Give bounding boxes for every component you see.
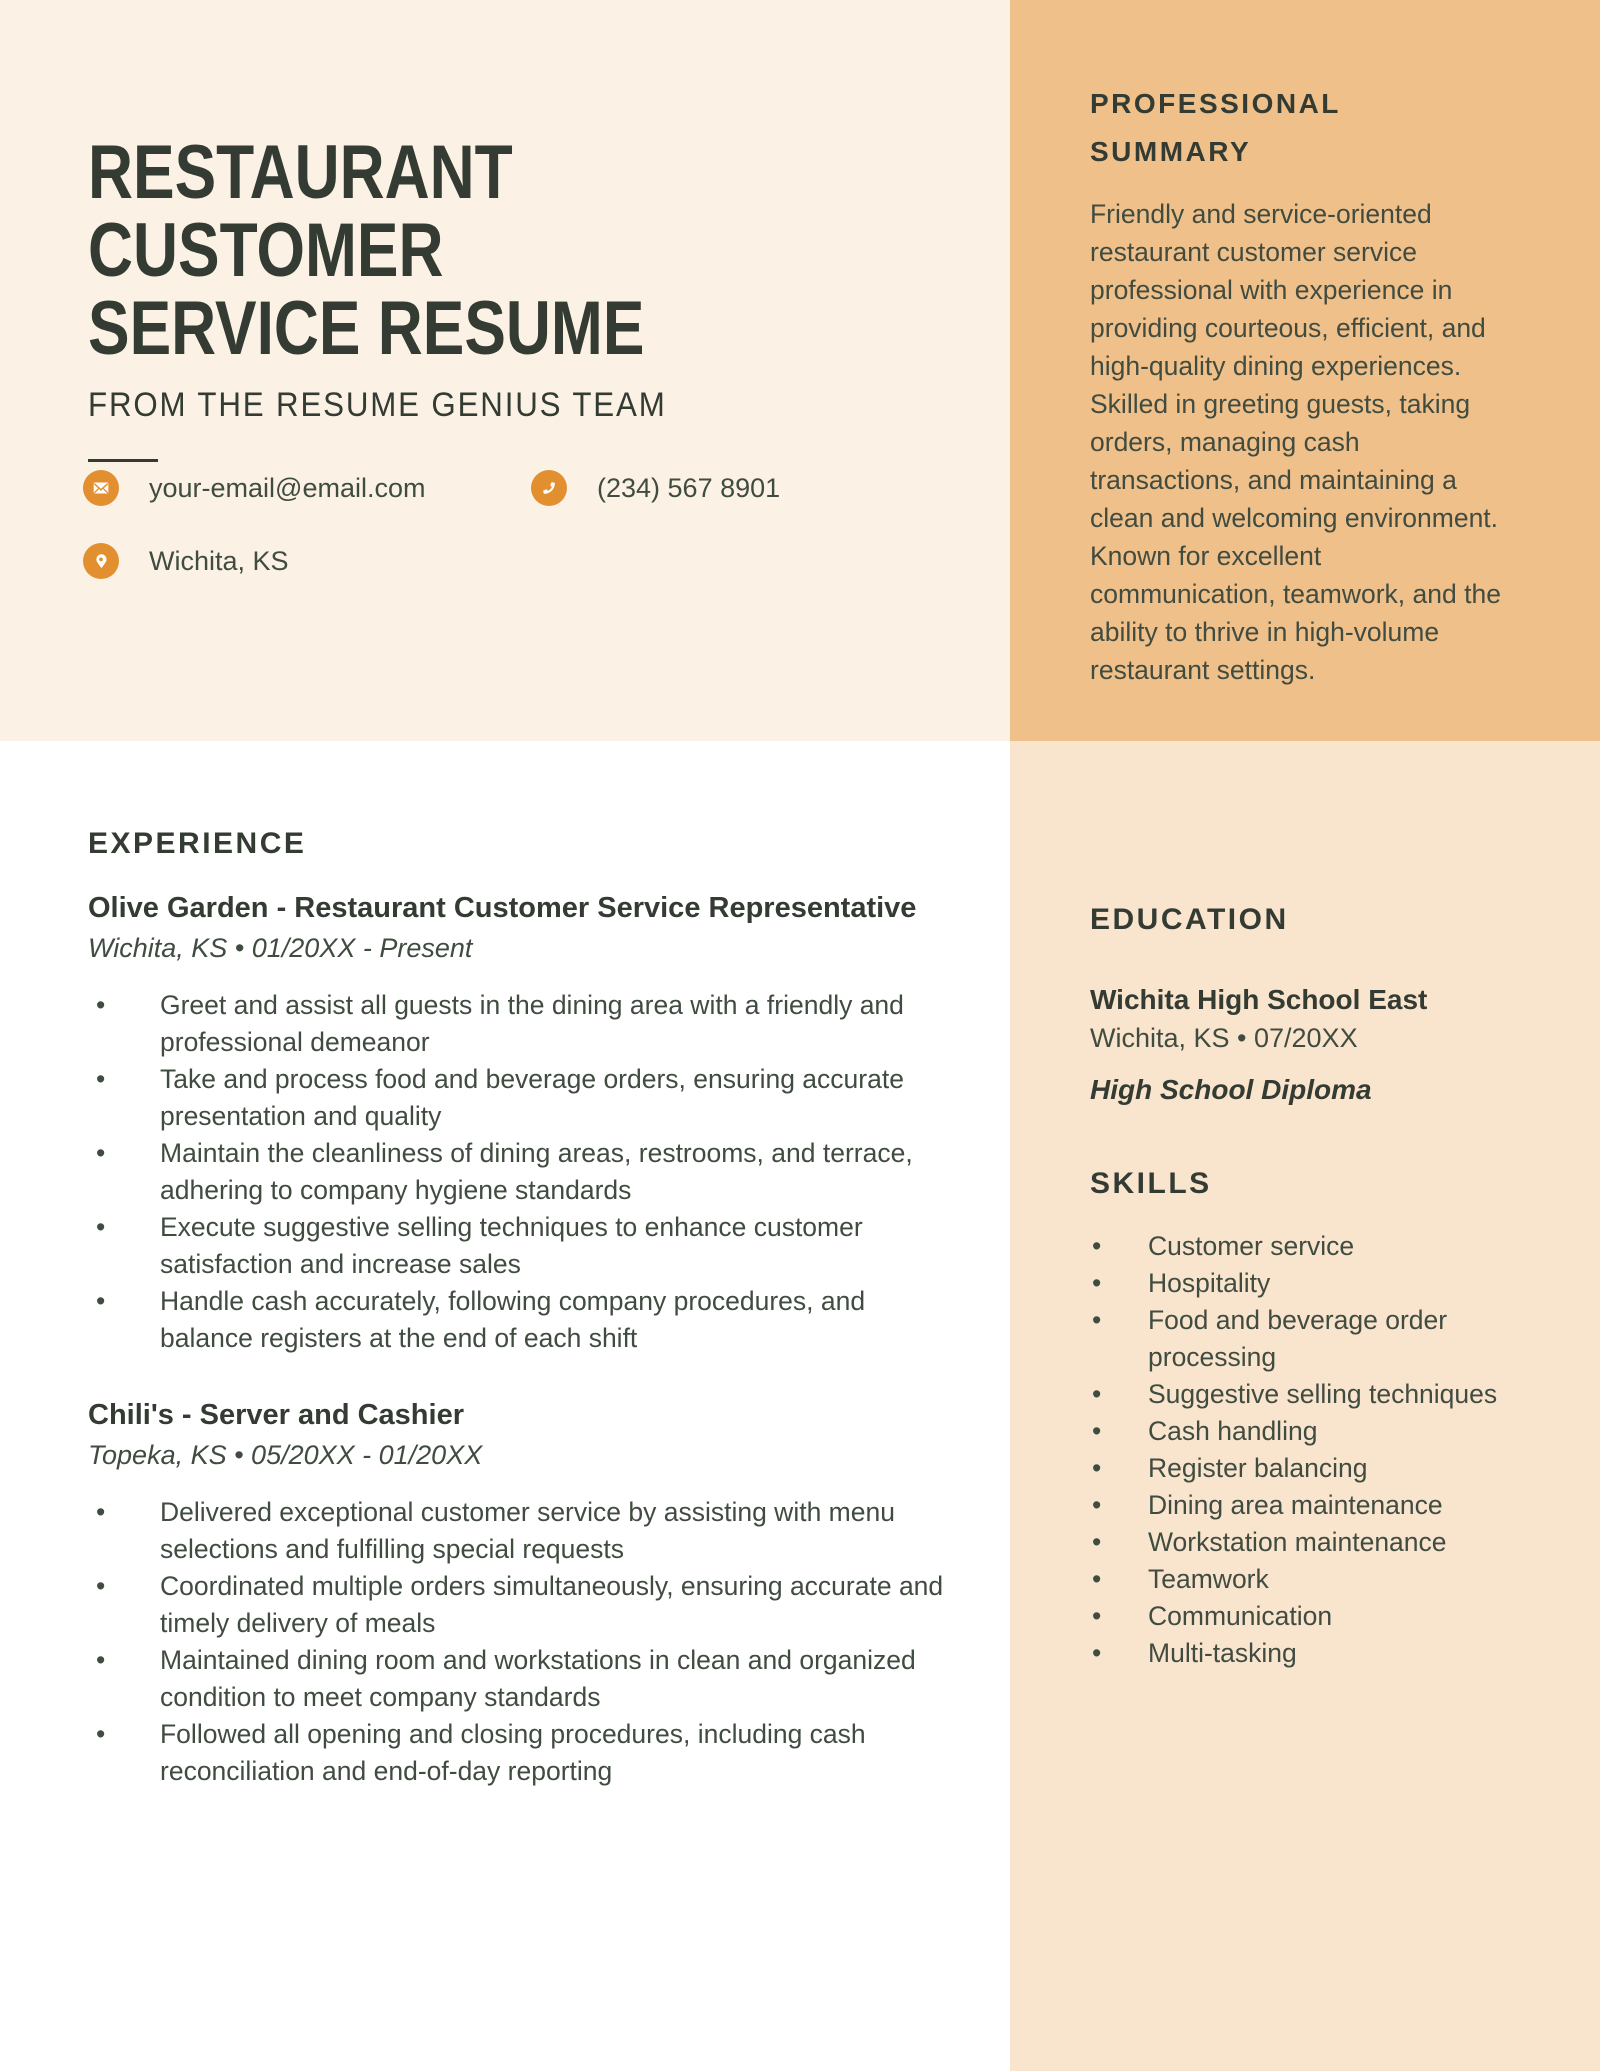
professional-summary-section: [1090, 80, 1504, 689]
job-bullet-list: [88, 987, 960, 1357]
job-meta: Wichita, KS • 01/20XX - Present: [88, 933, 473, 963]
skill-item: • Hospitality: [1090, 1265, 1530, 1302]
skill-item: • Food and beverage order processing: [1090, 1302, 1530, 1376]
skill-item: • Communication: [1090, 1598, 1530, 1635]
skills-list: [1090, 1228, 1530, 1672]
contact-email: [83, 470, 425, 506]
job-entry: [88, 890, 960, 1357]
sidebar-lower: [1090, 902, 1530, 1672]
contact-phone: [531, 470, 780, 506]
job-bullet: • Handle cash accurately, following company procedures, and balance registers at the end of each shift: [88, 1283, 960, 1357]
education-heading: EDUCATION: [1090, 903, 1289, 936]
location-pin-icon: [83, 543, 119, 579]
skill-item: • Customer service: [1090, 1228, 1530, 1265]
job-bullet-list: [88, 1494, 960, 1790]
experience-heading: EXPERIENCE: [88, 827, 307, 860]
skill-item: • Workstation maintenance: [1090, 1524, 1530, 1561]
header: [88, 130, 988, 462]
job-entry: [88, 1397, 960, 1790]
degree-name: High School Diploma: [1090, 1074, 1372, 1105]
phone-icon: [531, 470, 567, 506]
location-value: Wichita, KS: [149, 545, 289, 576]
skill-item: • Multi-tasking: [1090, 1635, 1530, 1672]
page-subtitle: FROM THE RESUME GENIUS TEAM: [88, 386, 667, 424]
skill-item: • Register balancing: [1090, 1450, 1530, 1487]
job-bullet: • Greet and assist all guests in the dining area with a friendly and professional demeanor: [88, 987, 960, 1061]
experience-section: [88, 826, 960, 1790]
education-section: [1090, 902, 1530, 1108]
job-bullet: • Coordinated multiple orders simultaneously, ensuring accurate and timely delivery of meals: [88, 1568, 960, 1642]
job-title: Chili's - Server and Cashier: [88, 1399, 464, 1431]
summary-text: Friendly and service-oriented restaurant customer service professional with experience in providing courteous, efficient, and high-quality dining experiences. Skilled in greeting guests, taking orders, managing cash transactions, and maintaining a clean and welcoming environment. Known for excellent communication, teamwork, and the ability to thrive in high-volume restaurant settings.: [1090, 199, 1501, 685]
education-meta: Wichita, KS • 07/20XX: [1090, 1023, 1358, 1053]
school-name: Wichita High School East: [1090, 984, 1428, 1015]
title-divider: [88, 459, 158, 462]
contact-location: [83, 543, 289, 579]
job-bullet: • Maintained dining room and workstations in clean and organized condition to meet company standards: [88, 1642, 960, 1716]
skill-item: • Suggestive selling techniques: [1090, 1376, 1530, 1413]
job-bullet: • Take and process food and beverage orders, ensuring accurate presentation and quality: [88, 1061, 960, 1135]
job-title: Olive Garden - Restaurant Customer Service Representative: [88, 892, 917, 924]
skill-item: • Cash handling: [1090, 1413, 1530, 1450]
job-bullet: • Maintain the cleanliness of dining areas, restrooms, and terrace, adhering to company hygiene standards: [88, 1135, 960, 1209]
job-bullet: • Delivered exceptional customer service by assisting with menu selections and fulfilling special requests: [88, 1494, 960, 1568]
skill-item: • Teamwork: [1090, 1561, 1530, 1598]
page-title-line-2: CUSTOMER: [88, 208, 444, 293]
page-title: [88, 130, 826, 371]
envelope-icon: [83, 470, 119, 506]
skills-heading: SKILLS: [1090, 1167, 1212, 1200]
page-title-line-3: SERVICE RESUME: [88, 286, 645, 371]
email-value: your-email@email.com: [149, 472, 426, 503]
job-bullet: • Followed all opening and closing procedures, including cash reconciliation and end-of-day reporting: [88, 1716, 960, 1790]
contact-info: [83, 470, 983, 600]
job-bullet: • Execute suggestive selling techniques to enhance customer satisfaction and increase sales: [88, 1209, 960, 1283]
phone-value: (234) 567 8901: [597, 472, 781, 503]
skill-item: • Dining area maintenance: [1090, 1487, 1530, 1524]
job-meta: Topeka, KS • 05/20XX - 01/20XX: [88, 1440, 483, 1470]
page-title-line-1: RESTAURANT: [88, 130, 513, 215]
summary-heading: PROFESSIONAL SUMMARY: [1090, 88, 1341, 167]
skills-section: [1090, 1166, 1530, 1672]
